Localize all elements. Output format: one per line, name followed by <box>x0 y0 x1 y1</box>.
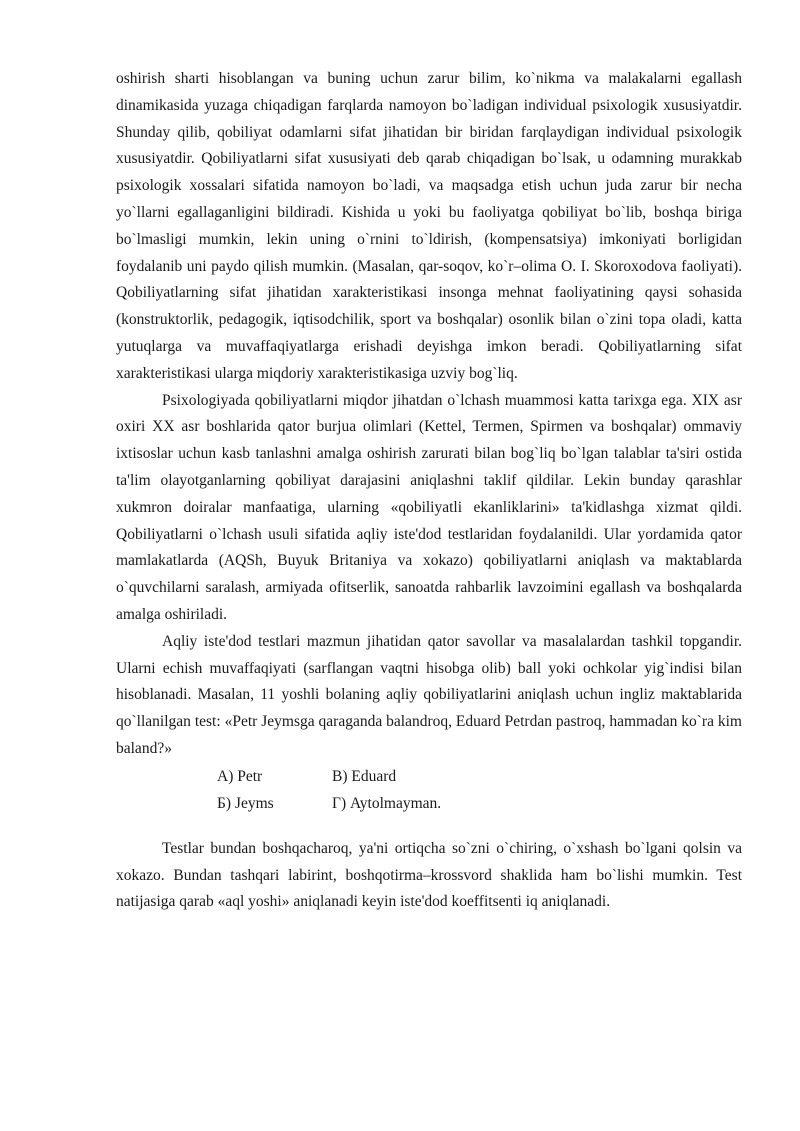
option-c: Б) Jeyms <box>217 794 274 812</box>
option-b: B) Eduard <box>332 767 397 785</box>
paragraph-2: Psixologiyada qobiliyatlarni miqdor jihatdan o`lchash muammosi katta tarixga ega. XIX asr oxiri XX asr boshlarida qator burjua olimlari (Kettel, Termen, Spirmen va boshqalar) ommaviy ixtisoslar uchun kasb tanlashni amalga oshirish zarurati bilan bog`liq bo`lgan talablar ta'siri ostida ta'lim olayotganlarning qobiliyat darajasini aniqlashni taklif qildilar. Lekin bunday qarashlar xukmron doiralar manfaatiga, ularning «qobiliyatli ekanliklarini» ta'kidlashga xizmat qildi. Qobiliyatlarni o`lchash usuli sifatida aqliy iste'dod testlaridan foydalanildi. Ular yordamida qator mamlakatlarda (AQSh, Buyuk Britaniya va xokazo) qobiliyatlarni aniqlash va maktablarda o`quvchilarni saralash, armiyada ofitserlik, sanoatda rahbarlik lavzoimini egallash va boshqalarda amalga oshiriladi. <box>116 391 742 623</box>
options-row-2 <box>116 791 742 818</box>
options-row-1 <box>116 764 742 791</box>
option-d: Г) Aytolmayman. <box>332 794 442 812</box>
blank-line <box>116 818 742 836</box>
document-body <box>116 66 742 916</box>
paragraph-1: oshirish sharti hisoblangan va buning uchun zarur bilim, ko`nikma va malakalarni egallash dinamikasida yuzaga chiqadigan farqlarda namoyon bo`ladigan individual psixologik xususiyatdir. Shunday qilib, qobiliyat odamlarni sifat jihatidan bir biridan farqlaydigan individual psixologik xususiyatdir. Qobiliyatlarni sifat xususiyati deb qarab chiqadigan bo`lsak, u odamning murakkab psixologik xossalari sifatida namoyon bo`ladi, va maqsadga etish uchun juda zarur bir necha yo`llarni egallaganligini bildiradi. Kishida u yoki bu faoliyatga qobiliyat bo`lib, boshqa biriga bo`lmasligi mumkin, lekin uning o`rnini to`ldirish, (kompensatsiya) imkoniyati borligidan foydalanib uni paydo qilish mumkin. (Masalan, qar-soqov, ko`r–olima O. I. Skoroxodova faoliyati). Qobiliyatlarning sifat jihatidan xarakteristikasi insonga mehnat faoliyatining qaysi sohasida (konstruktorlik, pedagogik, iqtisodchilik, sport va boshqalar) osonlik bilan o`zini topa oladi, katta yutuqlarga va muvaffaqiyatlarga erishadi deyishga imkon beradi. Qobiliyatlarning sifat xarakteristikasi ularga miqdoriy xarakteristikasiga uzviy bog`liq. <box>116 70 742 382</box>
answer-options <box>116 764 742 818</box>
paragraph-3: Aqliy iste'dod testlari mazmun jihatidan qator savollar va masalalardan tashkil topgandir. Ularni echish muvaffaqiyati (sarflangan vaqtni hisobga olib) ball yoki ochkolar yig`indisi bilan hisoblanadi. Masalan, 11 yoshli bolaning aqliy qobiliyatlarini aniqlash uchun ingliz maktablarida qo`llanilgan test: «Petr Jeymsga qaraganda balandroq, Eduard Petrdan pastroq, hammadan ko`ra kim baland?» <box>116 632 742 757</box>
option-a: A) Petr <box>217 767 263 785</box>
paragraph-4: Testlar bundan boshqacharoq, ya'ni ortiqcha so`zni o`chiring, o`xshash bo`lgani qolsin va xokazo. Bundan tashqari labirint, boshqotirma–krossvord shaklida ham bo`lishi mumkin. Test natijasiga qarab «aql yoshi» aniqlanadi keyin iste'dod koeffitsenti iq aniqlanadi. <box>116 839 742 911</box>
